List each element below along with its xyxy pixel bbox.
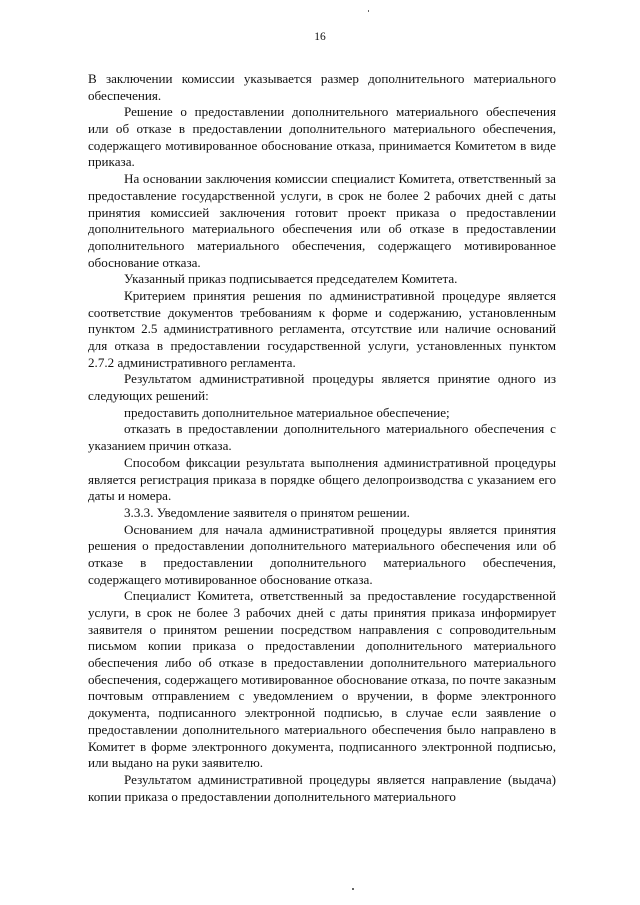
paragraph: Способом фиксации результата выполнения административной процедуры является регистрация приказа в порядке общего делопроизводства с указанием его даты и номера.: [88, 454, 556, 504]
body-text: [88, 71, 556, 805]
paragraph: Основанием для начала административной процедуры является принятия решения о предоставлении дополнительного материального обеспечения или об отказе в предоставлении дополнительного материального обеспечения, содержащего мотивированное обоснование отказа.: [88, 521, 556, 587]
paragraph: отказать в предоставлении дополнительного материального обеспечения с указанием причин отказа.: [88, 421, 556, 454]
paragraph: Критерием принятия решения по административной процедуре является соответствие документов требованиям к форме и содержанию, установленным пунктом 2.5 административного регламента, отсутствие или наличие оснований для отказа в предоставлении государственной услуги, установленных пунктом 2.7.2 административного регламента.: [88, 287, 556, 370]
paragraph: Специалист Комитета, ответственный за предоставление государственной услуги, в срок не более 3 рабочих дней с даты принятия приказа информирует заявителя о принятом решении посредством направления с сопроводительным письмом копии приказа о предоставлении дополнительного материального обеспечения либо об отказе в предоставлении дополнительного материального обеспечения, содержащего мотивированное обоснование отказа, по почте заказным почтовым отправлением с уведомлением о вручении, в форме электронного документа, подписанного электронной подписью, в случае если заявление о предоставлении дополнительного материального обеспечения было направлено в Комитет в форме электронного документа, подписанного электронной подписью, или выдано на руки заявителю.: [88, 588, 557, 771]
paragraph: Указанный приказ подписывается председателем Комитета.: [124, 271, 458, 287]
paragraph: В заключении комиссии указывается размер дополнительного материального обеспечения.: [88, 71, 556, 103]
scan-speck: [352, 888, 354, 890]
paragraph: предоставить дополнительное материальное обеспечение;: [124, 404, 450, 420]
paragraph: Результатом административной процедуры является принятие одного из следующих решений:: [88, 371, 556, 404]
scan-speck: [368, 10, 369, 12]
paragraph: На основании заключения комиссии специалист Комитета, ответственный за предоставление государственной услуги, в срок не более 2 рабочих дней с даты принятия комиссией заключения готовит проект приказа о предоставлении дополнительного материального обеспечения или об отказе в предоставлении дополнительного материального обеспечения, содержащего мотивированное обоснование отказа.: [88, 171, 556, 270]
section-heading: 3.3.3. Уведомление заявителя о принятом решении.: [124, 504, 410, 520]
page-number: 16: [314, 31, 326, 43]
paragraph: Результатом административной процедуры является направление (выдача) копии приказа о предоставлении дополнительного материального: [88, 771, 556, 804]
paragraph: Решение о предоставлении дополнительного материального обеспечения или об отказе в предоставлении дополнительного материального обеспечения, содержащего мотивированное обоснование отказа, принимается Комитетом в виде приказа.: [88, 104, 556, 170]
